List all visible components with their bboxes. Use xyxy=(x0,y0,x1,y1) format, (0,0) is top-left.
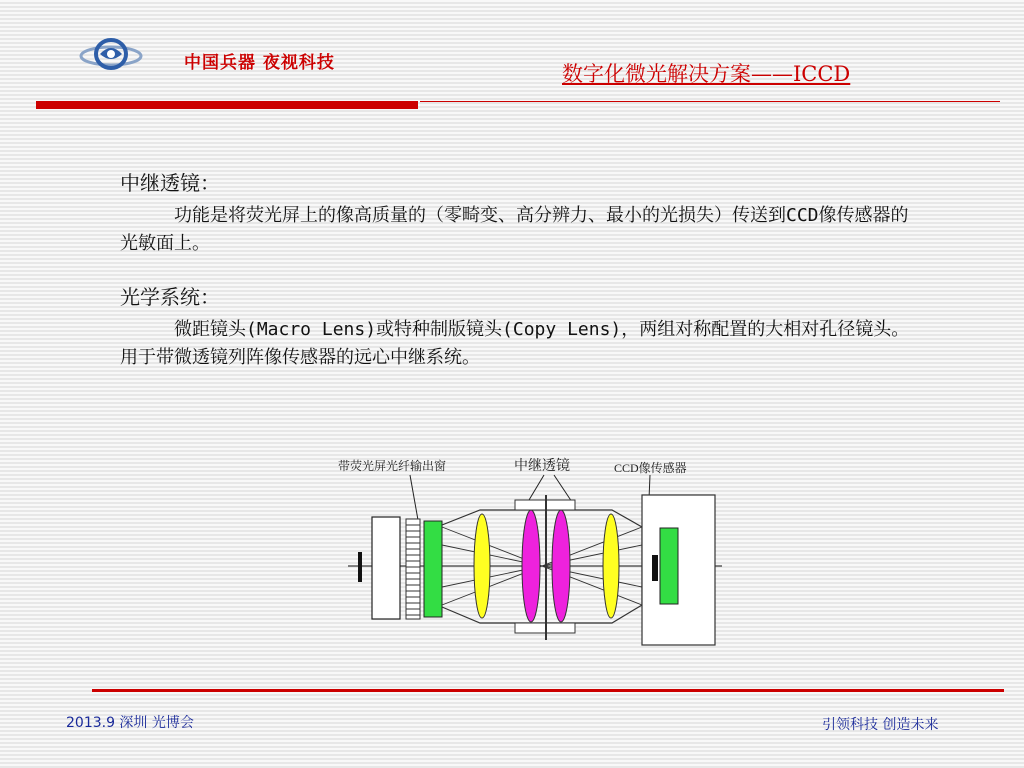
header-divider-thick xyxy=(36,101,418,109)
slide-title: 数字化微光解决方案——ICCD xyxy=(562,62,851,86)
lens-yellow-2 xyxy=(603,514,619,618)
fiber-optic-comb xyxy=(406,519,420,619)
organization-name: 中国兵器 夜视科技 xyxy=(184,53,335,73)
label-ccd-sensor: CCD像传感器 xyxy=(614,461,687,475)
ccd-sensor xyxy=(660,528,678,604)
label-fiber-window: 带荧光屏光纤输出窗 xyxy=(338,459,447,473)
section-heading-optical-system: 光学系统： xyxy=(120,285,220,309)
label-relay-lens: 中继透镜 xyxy=(514,457,570,473)
company-logo xyxy=(78,34,144,76)
footer-divider xyxy=(92,689,1004,692)
lens-magenta-2 xyxy=(552,510,570,622)
footer-slogan: 引领科技 创造未来 xyxy=(822,717,939,733)
logo-emblem-icon xyxy=(81,40,141,68)
section-heading-relay-lens: 中继透镜： xyxy=(120,171,220,195)
fiber-output-window xyxy=(424,521,442,617)
section-text-optical-system: 微距镜头(Macro Lens)或特种制版镜头(Copy Lens)，两组对称配置的大相对孔径镜头。用于带微透镜列阵像传感器的远心中继系统。 xyxy=(120,319,910,368)
footer-date-location: 2013.9 深圳 光博会 xyxy=(66,715,194,731)
iccd-optical-diagram xyxy=(330,455,730,655)
slide-body xyxy=(120,168,920,372)
lens-magenta-1 xyxy=(522,510,540,622)
header-divider-thin xyxy=(420,101,1000,102)
lens-yellow-1 xyxy=(474,514,490,618)
section-text-relay-lens: 功能是将荧光屏上的像高质量的（零畸变、高分辨力、最小的光损失）传送到CCD像传感器的光敏面上。 xyxy=(120,205,909,254)
